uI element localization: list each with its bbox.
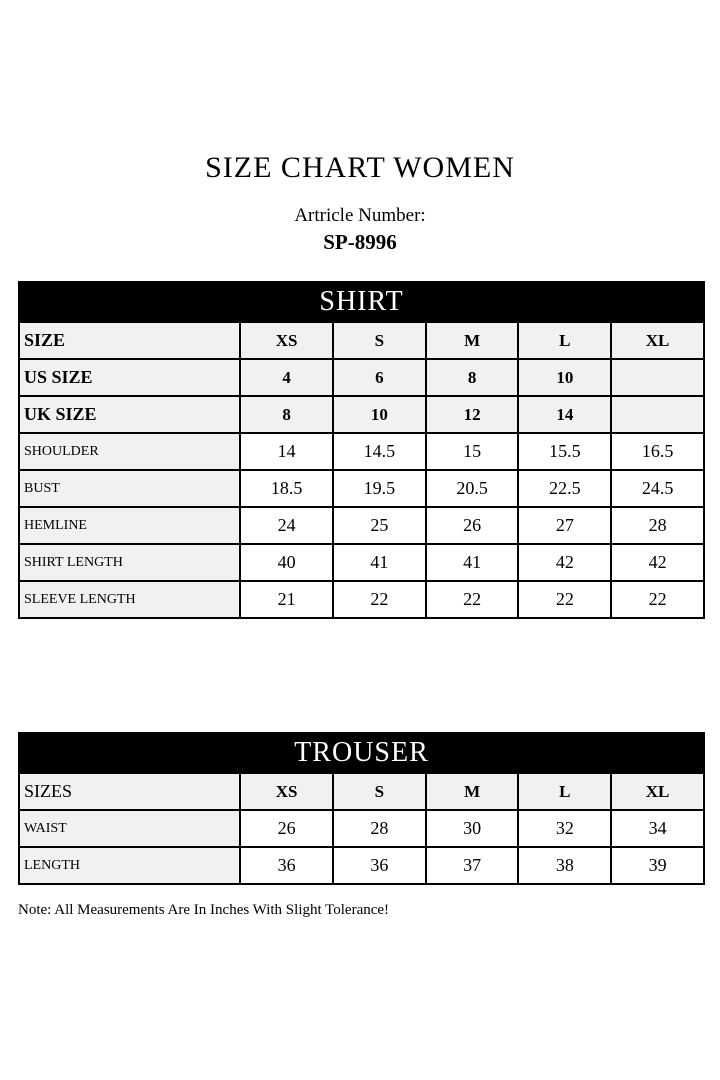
shirt-size-table bbox=[18, 281, 705, 619]
table-cell: M bbox=[426, 322, 519, 359]
table-cell: 14 bbox=[240, 433, 333, 470]
table-cell: L bbox=[518, 322, 611, 359]
trouser-table-header-row bbox=[19, 733, 704, 773]
table-cell: 39 bbox=[611, 847, 704, 884]
row-label: SHIRT LENGTH bbox=[19, 544, 240, 581]
table-cell: 37 bbox=[426, 847, 519, 884]
table-cell: 22 bbox=[611, 581, 704, 618]
row-label: SHOULDER bbox=[19, 433, 240, 470]
row-label: BUST bbox=[19, 470, 240, 507]
table-cell: 22 bbox=[333, 581, 426, 618]
table-cell: 42 bbox=[611, 544, 704, 581]
table-cell: 36 bbox=[240, 847, 333, 884]
trouser-size-table bbox=[18, 732, 705, 885]
table-cell: 4 bbox=[240, 359, 333, 396]
table-row bbox=[19, 396, 704, 433]
table-cell: 21 bbox=[240, 581, 333, 618]
table-cell: XS bbox=[240, 773, 333, 810]
table-cell: 41 bbox=[333, 544, 426, 581]
table-cell: 26 bbox=[240, 810, 333, 847]
table-cell: 24 bbox=[240, 507, 333, 544]
table-cell: 24.5 bbox=[611, 470, 704, 507]
row-label: LENGTH bbox=[19, 847, 240, 884]
row-label: HEMLINE bbox=[19, 507, 240, 544]
table-cell: S bbox=[333, 322, 426, 359]
table-row bbox=[19, 847, 704, 884]
row-label: SIZES bbox=[19, 773, 240, 810]
table-cell: 30 bbox=[426, 810, 519, 847]
table-cell bbox=[611, 359, 704, 396]
table-cell: 22 bbox=[426, 581, 519, 618]
table-cell: 36 bbox=[333, 847, 426, 884]
table-cell: 42 bbox=[518, 544, 611, 581]
row-label: SLEEVE LENGTH bbox=[19, 581, 240, 618]
table-cell: M bbox=[426, 773, 519, 810]
table-cell: 19.5 bbox=[333, 470, 426, 507]
table-cell: 26 bbox=[426, 507, 519, 544]
table-row bbox=[19, 470, 704, 507]
table-cell: XS bbox=[240, 322, 333, 359]
table-cell: 14.5 bbox=[333, 433, 426, 470]
table-cell: 15.5 bbox=[518, 433, 611, 470]
table-row bbox=[19, 581, 704, 618]
table-cell: 16.5 bbox=[611, 433, 704, 470]
table-cell: 38 bbox=[518, 847, 611, 884]
table-cell: 10 bbox=[518, 359, 611, 396]
table-cell: 12 bbox=[426, 396, 519, 433]
table-row bbox=[19, 773, 704, 810]
table-cell: 15 bbox=[426, 433, 519, 470]
row-label: WAIST bbox=[19, 810, 240, 847]
table-row bbox=[19, 322, 704, 359]
article-number-value: SP-8996 bbox=[323, 230, 397, 254]
table-cell: 20.5 bbox=[426, 470, 519, 507]
table-cell: XL bbox=[611, 322, 704, 359]
table-cell: 41 bbox=[426, 544, 519, 581]
table-cell: 8 bbox=[426, 359, 519, 396]
table-cell bbox=[611, 396, 704, 433]
row-label: UK SIZE bbox=[19, 396, 240, 433]
table-row bbox=[19, 359, 704, 396]
title-block bbox=[0, 0, 720, 255]
table-cell: 28 bbox=[333, 810, 426, 847]
article-number-label: Artricle Number: bbox=[294, 205, 426, 226]
table-cell: 6 bbox=[333, 359, 426, 396]
table-row bbox=[19, 507, 704, 544]
row-label: SIZE bbox=[19, 322, 240, 359]
measurements-note: Note: All Measurements Are In Inches With Slight Tolerance! bbox=[18, 902, 390, 918]
page-title: SIZE CHART WOMEN bbox=[205, 151, 515, 184]
table-cell: 28 bbox=[611, 507, 704, 544]
table-row bbox=[19, 433, 704, 470]
row-label: US SIZE bbox=[19, 359, 240, 396]
table-row bbox=[19, 544, 704, 581]
table-cell: 22.5 bbox=[518, 470, 611, 507]
table-cell: 25 bbox=[333, 507, 426, 544]
shirt-table-header-row bbox=[19, 282, 704, 322]
table-cell: 40 bbox=[240, 544, 333, 581]
table-cell: 32 bbox=[518, 810, 611, 847]
table-cell: L bbox=[518, 773, 611, 810]
table-cell: 10 bbox=[333, 396, 426, 433]
table-row bbox=[19, 810, 704, 847]
table-cell: 34 bbox=[611, 810, 704, 847]
table-cell: 8 bbox=[240, 396, 333, 433]
trouser-table-title: TROUSER bbox=[19, 733, 704, 773]
table-cell: XL bbox=[611, 773, 704, 810]
table-cell: 14 bbox=[518, 396, 611, 433]
table-cell: 27 bbox=[518, 507, 611, 544]
shirt-table-title: SHIRT bbox=[19, 282, 704, 322]
table-cell: 22 bbox=[518, 581, 611, 618]
table-cell: 18.5 bbox=[240, 470, 333, 507]
table-cell: S bbox=[333, 773, 426, 810]
